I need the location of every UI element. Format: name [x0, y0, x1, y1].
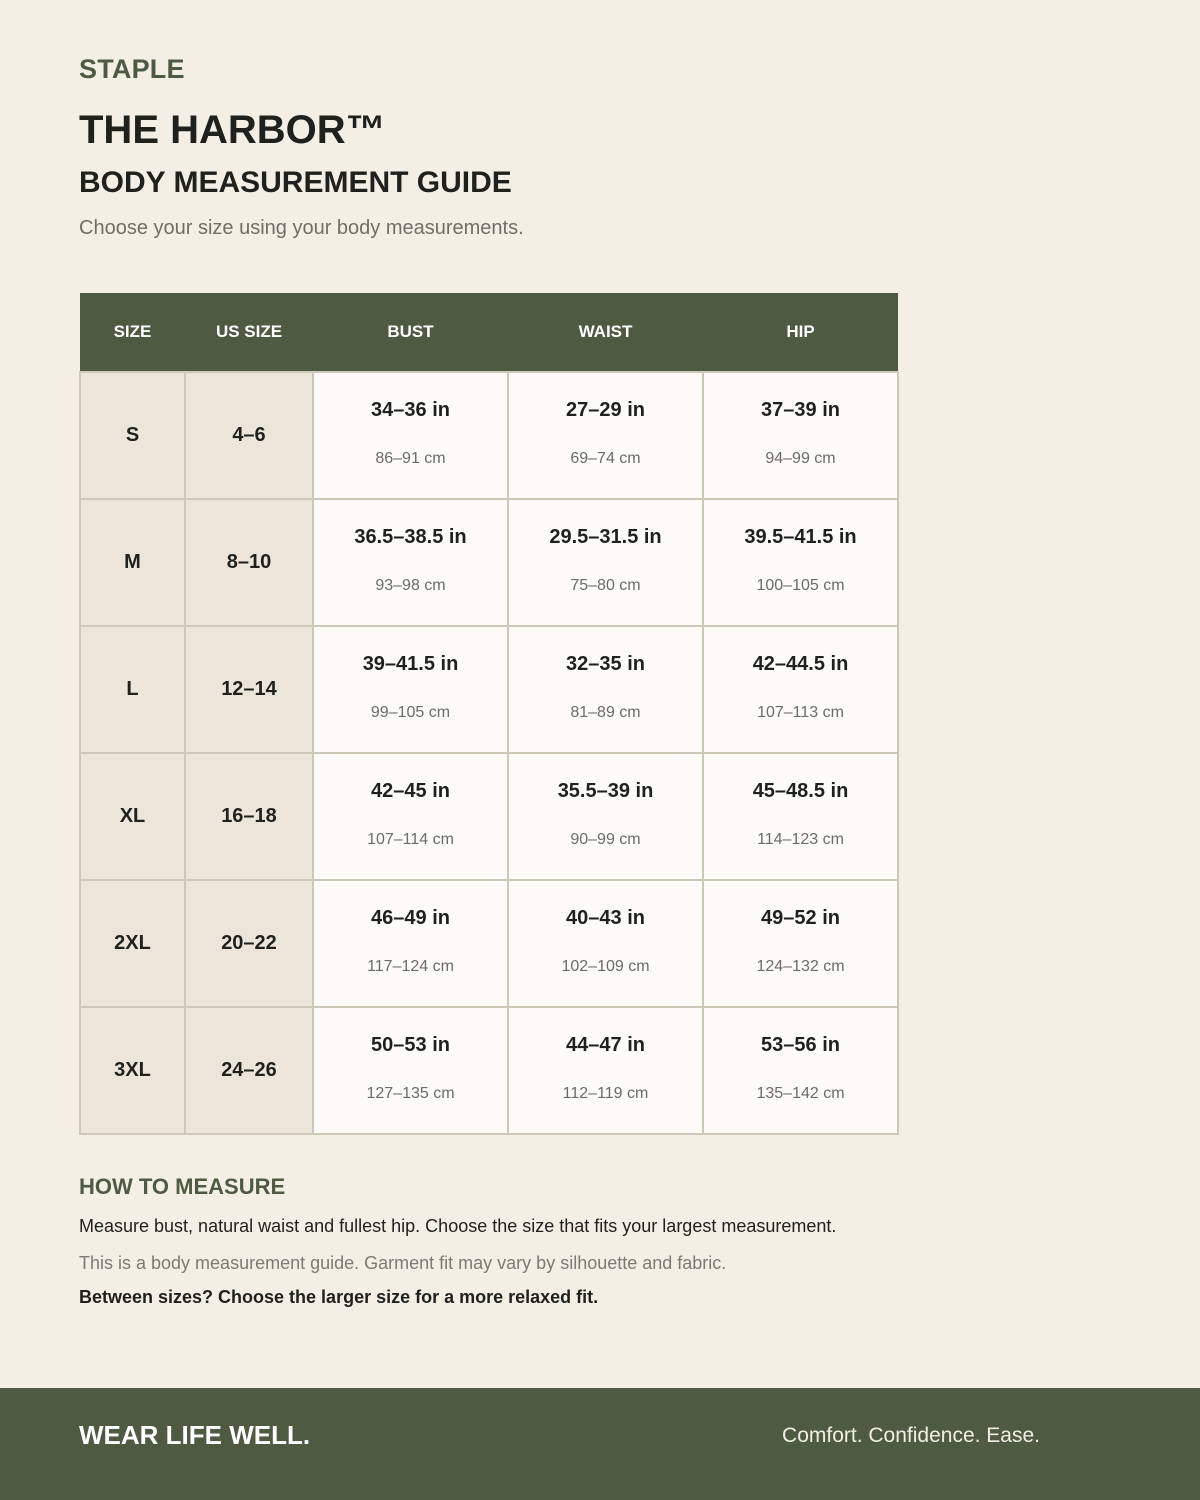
bust-cm: 107–114 cm: [367, 831, 454, 848]
hip-cm: 100–105 cm: [756, 577, 845, 594]
bust-cell: [313, 880, 508, 1007]
waist-inches: 27–29 in: [566, 399, 645, 421]
table-header: [80, 293, 898, 372]
hip-cm: 107–113 cm: [757, 704, 844, 721]
hip-cell: [703, 1007, 898, 1134]
waist-cm: 69–74 cm: [570, 450, 641, 467]
hip-cell: [703, 753, 898, 880]
hip-cell: [703, 626, 898, 753]
us-size-cell: 4–6: [185, 372, 313, 499]
how-to-measure-heading: HOW TO MEASURE: [79, 1174, 286, 1199]
size-cell: 3XL: [80, 1007, 185, 1134]
bust-cell: [313, 499, 508, 626]
footer-motto: Comfort. Confidence. Ease.: [782, 1424, 1040, 1447]
bust-inches: 42–45 in: [371, 780, 450, 802]
hip-cell: [703, 880, 898, 1007]
bust-cell: [313, 626, 508, 753]
bust-cm: 117–124 cm: [367, 958, 454, 975]
waist-cm: 90–99 cm: [570, 831, 641, 848]
waist-cell: [508, 880, 703, 1007]
us-size-cell: 12–14: [185, 626, 313, 753]
waist-cm: 81–89 cm: [570, 704, 641, 721]
brand-name: STAPLE: [79, 54, 185, 84]
waist-cell: [508, 372, 703, 499]
bust-cm: 99–105 cm: [370, 704, 451, 721]
waist-cm: 102–109 cm: [561, 958, 650, 975]
hip-cell: [703, 372, 898, 499]
header-hip: HIP: [703, 293, 898, 372]
guide-title: BODY MEASUREMENT GUIDE: [79, 166, 512, 199]
hip-inches: 42–44.5 in: [752, 653, 849, 675]
size-cell: 2XL: [80, 880, 185, 1007]
table-row: [80, 499, 898, 626]
bust-cell: [313, 1007, 508, 1134]
us-size-cell: 20–22: [185, 880, 313, 1007]
waist-cell: [508, 753, 703, 880]
bust-inches: 34–36 in: [371, 399, 450, 421]
waist-inches: 40–43 in: [566, 907, 645, 929]
size-cell: L: [80, 626, 185, 753]
waist-cell: [508, 626, 703, 753]
product-title: THE HARBOR™: [79, 108, 386, 152]
header-bust: BUST: [313, 293, 508, 372]
bust-inches: 46–49 in: [371, 907, 450, 929]
size-cell: XL: [80, 753, 185, 880]
table-row: [80, 880, 898, 1007]
size-cell: M: [80, 499, 185, 626]
bust-cell: [313, 753, 508, 880]
waist-cell: [508, 499, 703, 626]
hip-inches: 45–48.5 in: [752, 780, 849, 802]
hip-cm: 135–142 cm: [756, 1085, 845, 1102]
size-chart-table: [79, 293, 899, 1135]
waist-cell: [508, 1007, 703, 1134]
hip-cm: 114–123 cm: [757, 831, 844, 848]
size-cell: S: [80, 372, 185, 499]
bust-cm: 93–98 cm: [375, 577, 446, 594]
bust-inches: 39–41.5 in: [362, 653, 459, 675]
table-row: [80, 1007, 898, 1134]
bust-inches: 50–53 in: [371, 1034, 450, 1056]
bust-inches: 36.5–38.5 in: [354, 526, 467, 548]
header-size: SIZE: [80, 293, 185, 372]
guide-subtitle: Choose your size using your body measurements.: [79, 217, 524, 239]
between-sizes-tip: Between sizes? Choose the larger size for a more relaxed fit.: [79, 1287, 599, 1307]
header-us-size: US SIZE: [185, 293, 313, 372]
waist-inches: 35.5–39 in: [557, 780, 654, 802]
waist-inches: 32–35 in: [566, 653, 645, 675]
us-size-cell: 8–10: [185, 499, 313, 626]
bust-cm: 86–91 cm: [375, 450, 446, 467]
table-header-row: [80, 293, 898, 372]
table-row: [80, 753, 898, 880]
hip-cm: 94–99 cm: [765, 450, 836, 467]
us-size-cell: 24–26: [185, 1007, 313, 1134]
hip-inches: 37–39 in: [761, 399, 840, 421]
fit-disclaimer: This is a body measurement guide. Garment fit may vary by silhouette and fabric.: [79, 1253, 727, 1273]
table-row: [80, 626, 898, 753]
hip-inches: 49–52 in: [761, 907, 840, 929]
table-body: [80, 372, 898, 1134]
footer-banner: [0, 1388, 1200, 1500]
bust-cm: 127–135 cm: [366, 1085, 455, 1102]
bust-cell: [313, 372, 508, 499]
waist-inches: 29.5–31.5 in: [549, 526, 662, 548]
table-row: [80, 372, 898, 499]
hip-cell: [703, 499, 898, 626]
waist-cm: 75–80 cm: [570, 577, 641, 594]
waist-inches: 44–47 in: [566, 1034, 645, 1056]
hip-cm: 124–132 cm: [756, 958, 845, 975]
waist-cm: 112–119 cm: [562, 1085, 649, 1102]
footer-tagline: WEAR LIFE WELL.: [79, 1420, 311, 1450]
header-waist: WAIST: [508, 293, 703, 372]
measure-instructions: Measure bust, natural waist and fullest hip. Choose the size that fits your largest measurement.: [79, 1216, 837, 1236]
us-size-cell: 16–18: [185, 753, 313, 880]
hip-inches: 39.5–41.5 in: [744, 526, 857, 548]
hip-inches: 53–56 in: [761, 1034, 840, 1056]
